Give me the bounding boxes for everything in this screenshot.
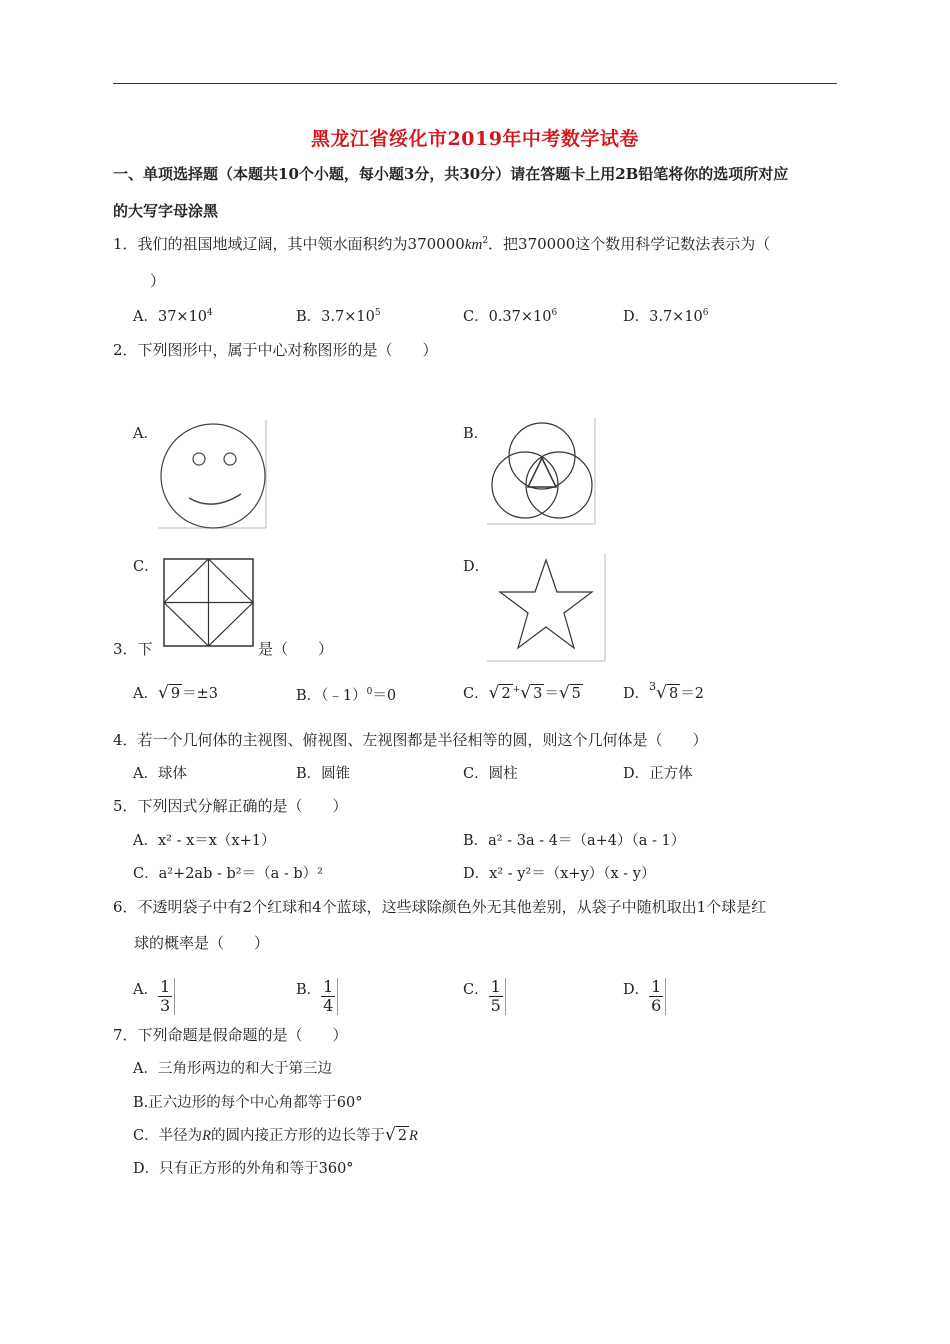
q7-c-var2: R (409, 1128, 418, 1144)
q4-option-b: B．圆锥 (296, 766, 351, 782)
q6-c-fraction (489, 978, 506, 1015)
q5-option-c: C．a²+2ab - b²＝（a - b）² (133, 866, 323, 882)
question-3-stem-tail: 是（ ） (258, 640, 334, 658)
q6-a-label: A． (133, 982, 158, 998)
q1-option-a (133, 305, 213, 326)
q1-a-text: A．37×10 (133, 309, 208, 325)
q4-option-c: C．圆柱 (463, 766, 518, 782)
q6-d-label: D． (623, 982, 650, 998)
q1-d-exp: 6 (702, 308, 709, 318)
q3-option-a (133, 682, 218, 703)
q1-unit-exp: 2 (482, 236, 489, 246)
q1-b-exp: 5 (374, 308, 381, 318)
question-2-stem: 2．下列图形中，属于中心对称图形的是（ ） (113, 341, 438, 359)
q5-option-d: D．x² - y²＝（x+y）（x - y） (463, 866, 656, 882)
question-5-stem: 5．下列因式分解正确的是（ ） (113, 797, 348, 815)
q3-a-rest: ＝±3 (182, 686, 218, 702)
q6-d-denominator: 6 (651, 996, 662, 1015)
q1-d-text: D．3.7×10 (623, 309, 703, 325)
q7-c-var: R (202, 1128, 211, 1144)
question-4-stem: 4．若一个几何体的主视图、俯视图、左视图都是半径相等的圆，则这个几何体是（ ） (113, 731, 708, 749)
q1-a-exp: 4 (207, 308, 213, 318)
radical-sign-icon: √ (488, 683, 500, 703)
q6-d-fraction (649, 978, 666, 1015)
q1-c-text: C．0.37×10 (463, 309, 552, 325)
q3-b-exp: 0 (366, 687, 373, 697)
q6-c-numerator: 1 (490, 977, 501, 996)
q3-option-c (463, 682, 583, 703)
question-3-stem-visible: 3．下 (113, 640, 153, 658)
q3-c-plus: + (512, 685, 521, 695)
q6-option-b (296, 978, 338, 1015)
q6-option-d (623, 978, 666, 1015)
q3-c-radicand-3: 5 (571, 686, 581, 702)
q6-a-numerator: 1 (159, 977, 171, 996)
q6-c-denominator: 5 (490, 996, 501, 1015)
q2-option-b-label: B． (463, 426, 489, 442)
q3-d-label: D． (623, 686, 650, 702)
q6-a-denominator: 3 (159, 996, 171, 1015)
q3-b-text: B．（﹣1） (296, 688, 367, 704)
q3-d-rest: ＝2 (680, 686, 704, 702)
q3-b-rest: ＝0 (372, 688, 397, 704)
q4-option-a: A．球体 (133, 766, 187, 782)
q3-c-radicand-1: 2 (501, 686, 511, 702)
q3-a-radicand: 9 (170, 686, 181, 702)
q6-a-fraction (158, 978, 175, 1015)
q1-c-exp: 6 (551, 308, 558, 318)
radical-sign-icon: √ (656, 683, 667, 703)
question-6-stem-line1: 6．不透明袋子中有2个红球和4个蓝球，这些球除颜色外无其他差别，从袋子中随机取出1个球是红 (113, 898, 767, 916)
question-1-stem (113, 233, 770, 254)
question-1-stem-line2: ） (150, 272, 166, 290)
q6-b-label: B． (296, 982, 322, 998)
q2-option-a-label: A． (133, 426, 158, 442)
radical-sign-icon: √ (157, 683, 169, 703)
section-heading-line1: 一、单项选择题（本题共10个小题，每小题3分，共30分）请在答题卡上用2B铅笔将你的选项所对应 (113, 165, 789, 183)
q3-option-b (296, 684, 396, 705)
q1-stem-pre: 1．我们的祖国地域辽阔，其中领水面积约为370000 (113, 235, 465, 253)
q1-option-c (463, 305, 557, 326)
q3-c-radicand-2: 3 (533, 686, 543, 702)
q3-d-radicand: 8 (668, 686, 679, 702)
q3-option-d (623, 682, 704, 703)
q7-option-c (133, 1124, 418, 1145)
q3-a-label: A． (133, 686, 158, 702)
q6-b-denominator: 4 (323, 996, 334, 1015)
q7-c-mid: 的圆内接正方形的边长等于 (210, 1128, 385, 1144)
section-heading-line2: 的大写字母涂黑 (113, 202, 219, 220)
q7-option-a: A．三角形两边的和大于第三边 (133, 1061, 332, 1077)
q5-option-a: A．x² - x＝x（x+1） (133, 833, 276, 849)
q2-option-c-label: C． (133, 559, 159, 575)
five-point-star-figure (487, 553, 609, 665)
square-diamond-figure (160, 555, 258, 650)
header-rule (113, 83, 837, 84)
q3-d-root-index: 3 (649, 680, 657, 693)
radical-sign-icon: √ (520, 683, 532, 703)
q7-c-radicand: 2 (397, 1128, 408, 1144)
question-7-stem: 7．下列命题是假命题的是（ ） (113, 1026, 348, 1044)
q6-c-label: C． (463, 982, 489, 998)
q1-unit: km (464, 237, 483, 253)
q6-option-a (133, 978, 175, 1015)
q7-option-d: D．只有正方形的外角和等于360° (133, 1161, 354, 1177)
q4-option-d: D．正方体 (623, 766, 693, 782)
q1-option-b (296, 305, 381, 326)
q6-d-numerator: 1 (651, 977, 662, 996)
q2-option-d-label: D． (463, 559, 490, 575)
q6-b-numerator: 1 (323, 977, 334, 996)
q7-option-b: B.正六边形的每个中心角都等于60° (133, 1095, 363, 1111)
page-title: 黑龙江省绥化市2019年中考数学试卷 (311, 128, 639, 150)
radical-sign-icon: √ (558, 683, 570, 703)
q1-option-d (623, 305, 709, 326)
q1-b-text: B．3.7×10 (296, 309, 375, 325)
q6-b-fraction (321, 978, 338, 1015)
q3-c-label: C． (463, 686, 489, 702)
q7-c-pre: C．半径为 (133, 1128, 203, 1144)
q5-option-b: B．a² - 3a - 4＝（a+4）（a - 1） (463, 833, 686, 849)
radical-sign-icon: √ (384, 1125, 396, 1145)
smiley-face-figure (158, 420, 270, 532)
q6-option-c (463, 978, 506, 1015)
question-6-stem-line2: 球的概率是（ ） (134, 934, 270, 952)
q1-stem-post: ．把370000这个数用科学记数法表示为（ (488, 235, 771, 253)
three-circles-triangle-figure (487, 418, 599, 528)
q3-c-equals: ＝ (544, 686, 559, 702)
